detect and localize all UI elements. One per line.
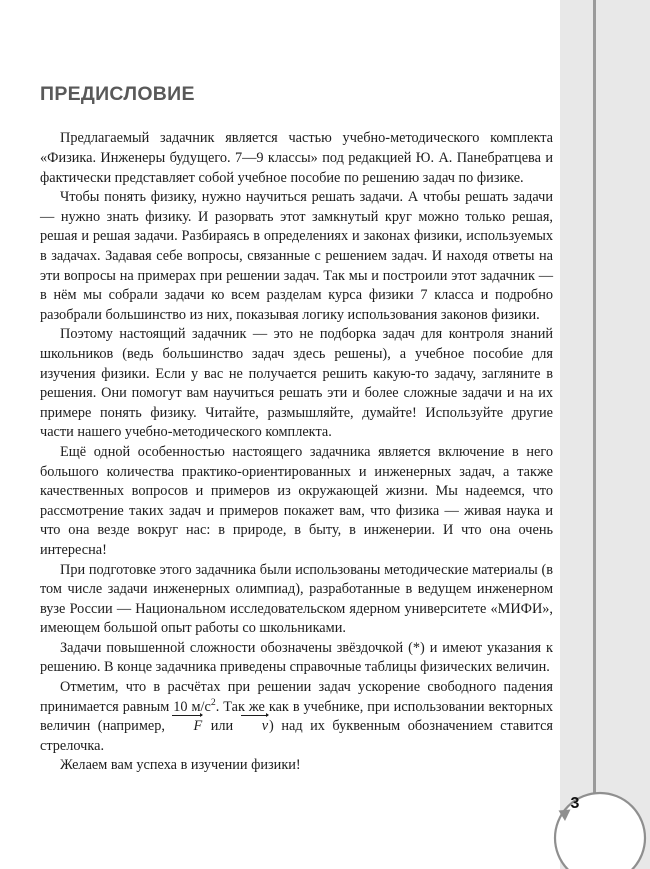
paragraph-7-text-a: Отметим, что в расчётах при решении задач ускорение свободного падения принимается равным 10 м/с [40,679,553,715]
right-margin-band [560,0,650,869]
right-margin-rule [593,0,596,869]
paragraph-1: Предлагаемый задачник является частью учебно-методического комплекта «Физика. Инженеры будущего. 7—9 классы» под редакцией Ю. А. Панебратцева и фактически представляет собой учебное пособие по решению задач по физике. [40,130,553,186]
paragraph-4: Ещё одной особенностью настоящего задачника является включение в него большого количества практико-ориентированных и инженерных задач, а также качественных вопросов и примеров из окружающей жизни. Мы надеемся, что рассмотрение таких задач и примеров покажет вам, что физика — живая наука и что она везде вокруг нас: в природе, в быту, в инженерии. И что она очень интересна! [40,443,553,558]
paragraph-3: Поэтому настоящий задачник — это не подборка задач для контроля знаний школьников (ведь большинство задач здесь решены), а учебное пособие для изучения физики. Если у вас не получается решить какую-то задачу, загляните в решения. Они помогут вам научиться решать эти и более сложные задачи и на их примере понять физику. Читайте, размышляйте, думайте! Используйте другие части нашего учебно-методического комплекта. [40,326,553,441]
paragraph-2: Чтобы понять физику, нужно научиться решать задачи. А чтобы решать задачи — нужно знать физику. И разорвать этот замкнутый круг можно только решая, решая и решая задачи. Разбираясь в определениях и законах физики, используемых в задачах. Задавая себе вопросы, связанные с решением задач. И находя ответы на эти вопросы на примерах при решении задач. Так мы и построили этот задачник — в нём мы собрали задачи ко всем разделам курса физики 7 класса и подробно разобрали большинство из них, показывая логику использования законов физики. [40,189,553,323]
paragraph-7-text-c: ) над их буквенным обозначением ставится стрелочка. [40,718,553,754]
vector-symbol-velocity: v [241,717,269,737]
paragraph-7-conjunction: или [203,718,241,735]
paragraph-6: Задачи повышенной сложности обозначены звёздочкой (*) и имеют указания к решению. В конце задачника приведены справочные таблицы физических величин. [40,639,553,676]
vector-symbol-force: F [172,717,203,737]
paragraph-7-text-b: . Так же как в учебнике, при использовании векторных величин (например, [40,698,553,735]
page-content [40,84,553,776]
paragraph-8: Желаем вам успеха в изучении физики! [60,757,301,774]
paragraph-7 [40,678,553,756]
page-title: ПРЕДИСЛОВИЕ [40,83,195,105]
paragraph-5: При подготовке этого задачника были использованы методические материалы (в том числе задачи инженерных олимпиад), разработанные в ведущем инженерном вузе России — Национальном исследовательском ядерном университете «МИФИ», имеющем большой опыт работы со школьниками. [40,561,553,637]
page-number: 3 [570,795,580,812]
exponent-two: 2 [210,696,216,708]
